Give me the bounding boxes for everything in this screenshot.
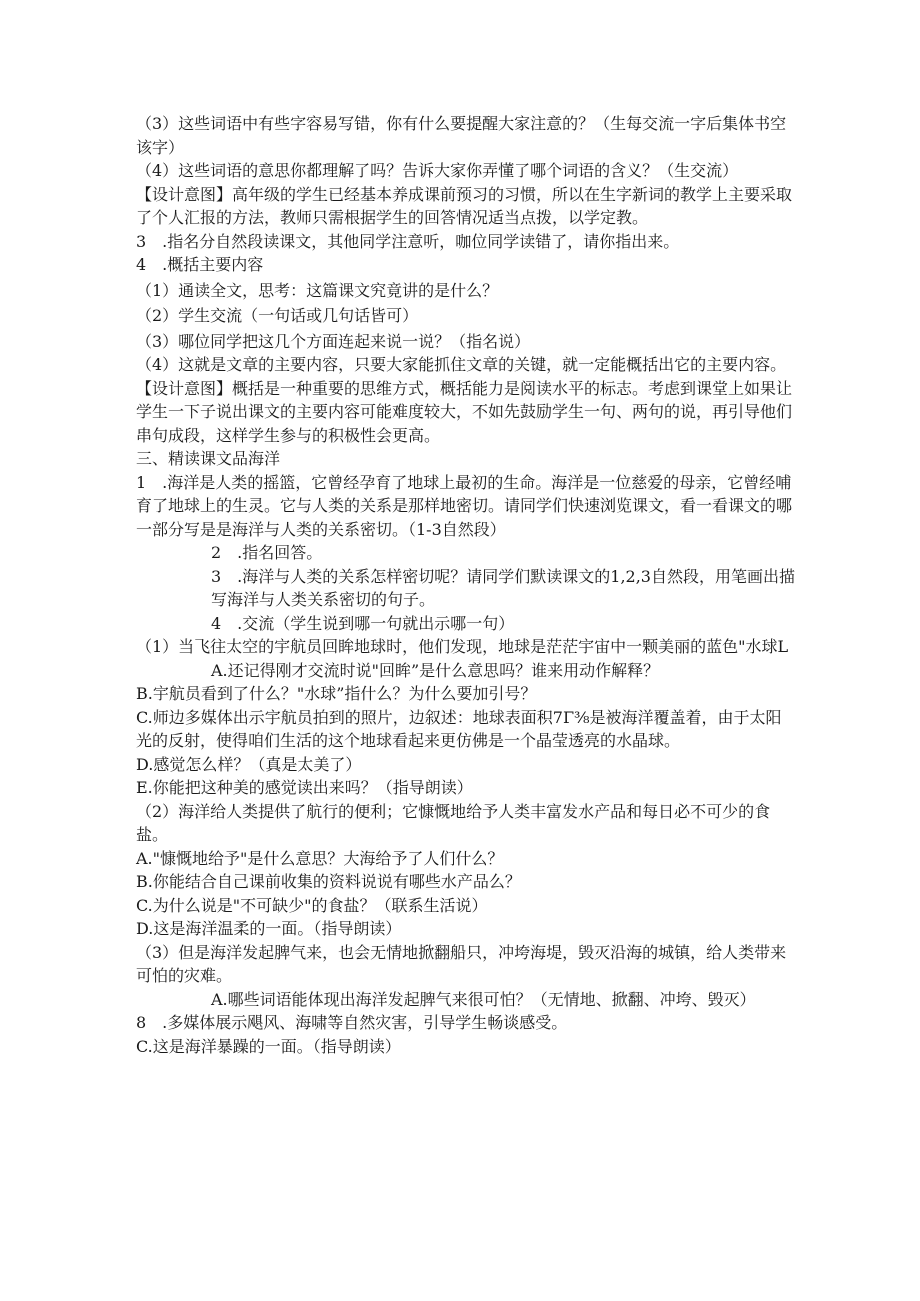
paragraph: 8 .多媒体展示飓风、海啸等自然灾害，引导学生畅谈感受。 [136,1013,568,1032]
paragraph: 4 .概括主要内容 [136,255,264,274]
document-body [136,112,796,1058]
paragraph: （2）学生交流（一句话或几句话皆可） [136,306,419,325]
paragraph: 3 .海洋与人类的关系怎样密切呢？请同学们默读课文的1,2,3自然段，用笔画出描写海洋与人类关系密切的句子。 [211,566,795,609]
paragraph: B.宇航员看到了什么？"水球”指什么？为什么要加引号？ [136,684,537,703]
paragraph: A.还记得刚才交流时说"回眸”是什么意思吗？谁来用动作解释？ [211,660,660,680]
paragraph: （4）这些词语的意思你都理解了吗？告诉大家你弄懂了哪个词语的含义？（生交流） [136,161,739,180]
paragraph: C.为什么说是"不可缺少"的食盐？（联系生活说） [136,895,488,915]
paragraph: （4）这就是文章的主要内容，只要大家能抓住文章的关键，就一定能概括出它的主要内容。 [136,355,787,374]
paragraph: 【设计意图】概括是一种重要的思维方式，概括能力是阅读水平的标志。考虑到课堂上如果让学生一下子说出课文的主要内容可能难度较大，不如先鼓励学生一句、两句的说，再引导他们串句成段，这样学生参与的积极性会更高。 [136,378,793,445]
paragraph: A.哪些词语能体现出海洋发起脾气来很可怕？（无情地、掀翻、冲垮、毁灭） [211,989,756,1009]
paragraph: 3 .指名分自然段读课文，其他同学注意听，咖位同学读错了，请你指出来。 [136,231,680,251]
paragraph: 4 .交流（学生说到哪一句就出示哪一句） [211,613,515,633]
section-heading: 三、精读课文品海洋 [136,449,281,468]
paragraph: D.感觉怎么样？（真是太美了） [136,754,362,774]
paragraph: 1 .海洋是人类的摇篮，它曾经孕育了地球上最初的生命。海洋是一位慈爱的母亲，它曾经哺育了地球上的生灵。它与人类的关系是那样地密切。请同学们快速浏览课文，看一看课文的哪一部分写是是海洋与人类的关系密切。（1-3自然段） [136,472,793,539]
paragraph: （2）海洋给人类提供了航行的便利；它慷慨地给予人类丰富发水产品和每日必不可少的食盐。 [136,801,771,844]
paragraph: A."慷慨地给予"是什么意思？大海给予了人们什么？ [136,848,504,868]
paragraph: 2 .指名回答。 [211,543,323,562]
paragraph: （1）当飞往太空的宇航员回眸地球时，他们发现，地球是茫茫宇宙中一颗美丽的蓝色"水球L [136,637,789,656]
paragraph: D.这是海洋温柔的一面。（指导朗读） [136,919,402,938]
paragraph: （3）这些词语中有些字容易写错，你有什么要提醒大家注意的？（生每交流一字后集体书空该字） [136,114,787,157]
paragraph: 【设计意图】高年级的学生已经基本养成课前预习的习惯，所以在生字新词的教学上主要采取了个人汇报的方法，教师只需根据学生的回答情况适当点拨，以学定教。 [136,184,793,227]
paragraph: B.你能结合自己课前收集的资料说说有哪些水产品么？ [136,872,521,891]
paragraph: C.这是海洋暴躁的一面。（指导朗读） [136,1036,401,1056]
paragraph: （3）但是海洋发起脾气来，也会无情地掀翻船只，冲垮海堤，毁灭沿海的城镇，给人类带来可怕的灾难。 [136,942,787,985]
paragraph: C.师边多媒体出示宇航员拍到的照片，边叙述：地球表面积7Γ⅜是被海洋覆盖着，由于太阳光的反射，使得咱们生活的这个地球看起来更仿佛是一个晶莹透亮的水晶球。 [136,707,782,750]
paragraph: （3）哪位同学把这几个方面连起来说一说？（指名说） [136,331,531,351]
paragraph: （1）通读全文，思考：这篇课文究竟讲的是什么？ [136,280,499,300]
paragraph: E.你能把这种美的感觉读出来吗？（指导朗读） [136,778,473,797]
